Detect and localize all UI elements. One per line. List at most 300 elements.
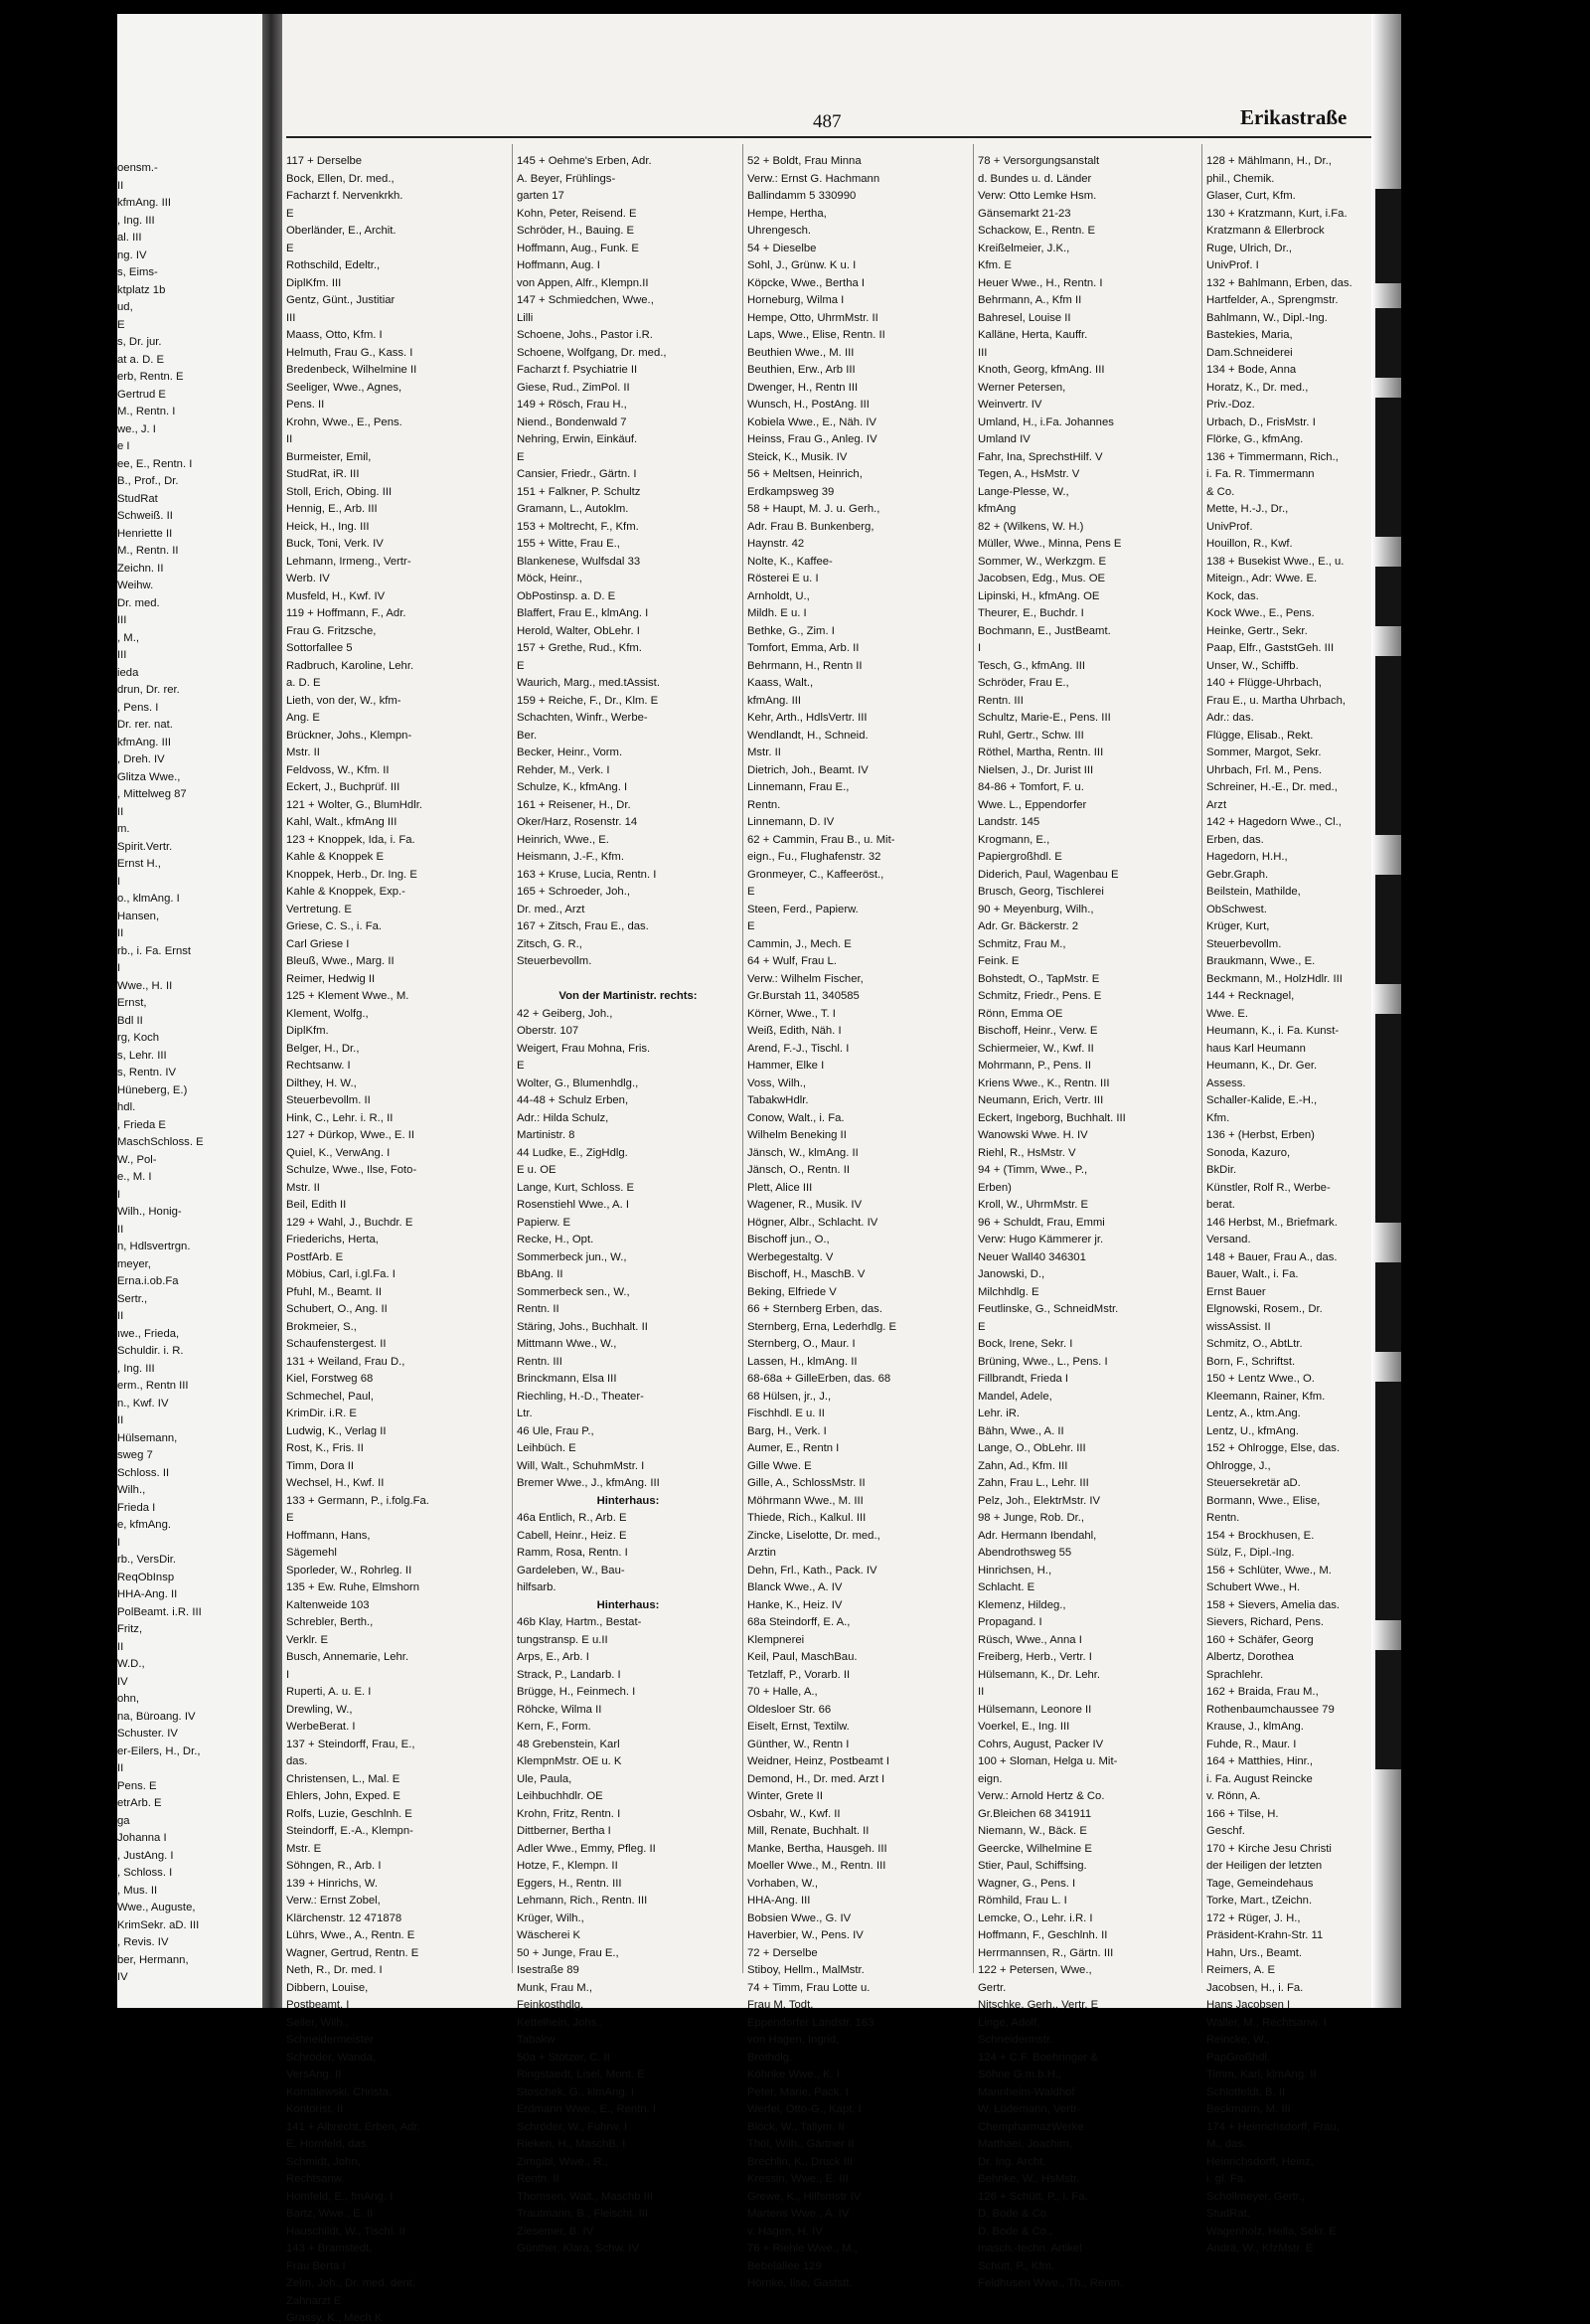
directory-entry-line: 170 + Kirche Jesu Christi [1206,1842,1332,1855]
directory-entry-line: UnivProf. I [1206,259,1259,271]
directory-entry-line: Umland IV [978,433,1031,445]
sliver-line: , JustAng. I [117,1849,174,1862]
sliver-line: , Pens. I [117,701,159,714]
directory-entry-line: I [978,642,982,654]
directory-entry-line: Behrmann, A., Kfm II [978,294,1082,306]
directory-entry-line: Flörke, G., kfmAng. [1206,433,1304,445]
directory-entry-line: Abendrothsweg 55 [978,1547,1072,1559]
directory-entry-line: Mette, H.-J., Dr., [1206,503,1289,515]
directory-entry-line: 143 + Bramstedt, [286,2242,373,2254]
sliver-line: Schuster. IV [117,1728,178,1740]
directory-entry-line: Kettelhein, Johs., [517,2016,603,2029]
directory-entry-line: Neuer Wall40 346301 [978,1250,1086,1263]
directory-entry-line: Schröder, Wanda, [286,2051,377,2064]
directory-entry-line: Albertz, Dorothea [1206,1651,1294,1663]
directory-entry-line: Dilthey, H. W., [286,1077,357,1089]
directory-entry-line: i. Fa. August Reincke [1206,1772,1313,1785]
sliver-line: m. [117,823,130,835]
directory-entry-line: Söhngen, R., Arb. I [286,1860,382,1872]
directory-entry-line: Kaass, Walt., [747,677,814,689]
directory-entry-line: Wäscherei K [517,1929,581,1941]
directory-entry-line: I [286,1668,290,1681]
directory-entry-line: Heinke, Gertr., Sekr. [1206,624,1308,637]
directory-entry-line: Hagedorn, H.H., [1206,851,1288,863]
directory-entry-line: Hahn, Urs., Beamt. [1206,1946,1303,1959]
directory-entry-line: 62 + Cammin, Frau B., u. Mit- [747,833,895,846]
directory-entry-line: Andrä, W., KfzMstr. E [1206,2242,1314,2254]
directory-entry-line: Schlotfeldt, B. II [1206,2085,1286,2098]
directory-entry-line: Munk, Frau M., [517,1981,592,1994]
directory-entry-line: Dam.Schneiderei [1206,346,1293,359]
directory-entry-line: Künstler, Rolf R., Werbe- [1206,1181,1331,1194]
sliver-line: Pens. E [117,1779,157,1792]
sliver-line: IV [117,1971,128,1983]
directory-entry-line: Lehr. iR. [978,1408,1021,1419]
directory-entry-line: Voerkel, E., Ing. III [978,1721,1070,1733]
sliver-line: ga [117,1814,130,1827]
directory-entry-line: Bobsien Wwe., G. IV [747,1911,852,1924]
directory-entry-line: Mittmann Wwe., W., [517,1338,617,1350]
directory-entry-line: E [286,207,294,220]
directory-entry-line: Stoschek, G., klmAng. I [517,2085,635,2098]
directory-entry-line: Schmechel, Paul, [286,1390,374,1403]
directory-entry-line: Kahl, Walt., kfmAng III [286,816,398,828]
directory-entry-line: Kornalewski, Christa, [286,2085,393,2098]
column-separator [1201,144,1202,1973]
sliver-line: Schuldir. i. R. [117,1345,184,1357]
sliver-line: Wwe., H. II [117,979,173,992]
directory-entry-line: Ramm, Rosa, Rentn. I [517,1547,628,1559]
directory-entry-line: 74 + Timm, Frau Lotte u. [747,1981,871,1994]
directory-entry-line: 124 + C.F. Boehringer & [978,2051,1098,2064]
directory-entry-line: Adr.: Hilda Schulz, [517,1111,609,1124]
directory-entry-line: Burmeister, Emil, [286,450,372,463]
directory-entry-line: Thiede, Rich., Kalkul. III [747,1512,867,1524]
directory-entry-line: Schröder, H., Bauing. E [517,225,635,237]
sliver-line: II [117,179,124,192]
directory-entry-line: 58 + Haupt, M. J. u. Gerh., [747,503,880,515]
directory-entry-line: Pfuhl, M., Beamt. II [286,1285,383,1298]
sliver-line: we., J. I [117,422,156,435]
directory-entry-line: Peter, Marie, Pack. I [747,2085,849,2098]
directory-entry-line: 166 + Tilse, H. [1206,1807,1279,1820]
directory-entry-line: VersAng. II [286,2069,342,2080]
directory-entry-line: Sprachlehr. [1206,1668,1264,1681]
directory-entry-line: Bischoff, Heinr., Verw. E [978,1025,1098,1037]
directory-entry-line: Wechsel, H., Kwf. II [286,1477,385,1489]
directory-entry-line: Schackow, E., Rentn. E [978,225,1096,237]
directory-entry-line: 46a Entlich, R., Arb. E [517,1512,627,1524]
directory-entry-line: Linge, Adolf, [978,2016,1040,2029]
directory-entry-line: Steick, K., Musik. IV [747,450,848,463]
directory-entry-line: 72 + Derselbe [747,1946,818,1959]
directory-entry-line: Mandel, Adele, [978,1390,1052,1403]
directory-entry-line: Verklr. E [286,1633,329,1646]
directory-entry-line: Kleemann, Rainer, Kfm. [1206,1390,1326,1403]
directory-entry-line: Hanke, K., Heiz. IV [747,1598,843,1611]
directory-entry-line: Gr.Burstah 11, 340585 [747,990,860,1002]
directory-entry-line: v. Rönn, A. [1206,1790,1261,1802]
directory-entry-line: Röthel, Martha, Rentn. III [978,747,1104,758]
directory-entry-line: Bock, Irene, Sekr. I [978,1338,1073,1350]
sliver-line: s, Rentn. IV [117,1067,177,1079]
sliver-line: II [117,927,124,939]
street-header: Erikastraße [1240,105,1348,129]
directory-entry-line: Milchhdlg. E [978,1285,1039,1298]
directory-entry-line: Seeliger, Wwe., Agnes, [286,381,402,394]
directory-entry-line: 117 + Derselbe [286,155,363,167]
directory-entry-line: Unser, W., Schiffb. [1206,659,1299,672]
directory-entry-line: Born, F., Schriftst. [1206,1355,1296,1368]
directory-entry-line: Paap, Elfr., GaststGeh. III [1206,642,1335,654]
directory-entry-line: Gertr. [978,1981,1007,1994]
directory-entry-line: Krüger, Wilh., [517,1911,584,1924]
directory-entry-line: Bastekies, Maria, [1206,329,1293,341]
directory-entry-line: Torke, Mart., tZeichn. [1206,1895,1313,1907]
directory-entry-line: 82 + (Wilkens, W. H.) [978,520,1084,533]
directory-entry-line: Klement, Wolfg., [286,1007,369,1020]
directory-entry-line: Köhnke Wwe., K. I [747,2069,840,2080]
directory-entry-line: Bartz, Wwe., E. II [286,2208,374,2220]
directory-entry-line: Wagenholz, Hella, Sekr. E [1206,2225,1337,2238]
directory-entry-line: Günther, W., Rentn I [747,1738,850,1750]
sliver-line: Weihw. [117,580,154,591]
directory-entry-line: Stier, Paul, Schiffsing. [978,1860,1087,1872]
directory-entry-line: Urbach, D., FrisMstr. I [1206,415,1316,428]
sliver-line: Johanna I [117,1832,167,1844]
directory-entry-line: Wwe. L., Eppendorfer [978,798,1087,811]
directory-entry-line: Schoene, Johs., Pastor i.R. [517,329,653,341]
directory-entry-line: Dr. Ing. Archt. [978,2155,1046,2168]
directory-entry-line: D. Bode & Co. [978,2208,1050,2220]
directory-entry-line: Söhne G.m.b.H., [978,2069,1062,2080]
directory-entry-line: Steuerbevollm. [1206,937,1282,950]
directory-entry-line: Miteign., Adr: Wwe. E. [1206,573,1318,584]
directory-entry-line: Ruperti, A. u. E. I [286,1686,372,1698]
directory-entry-line: E [747,920,755,932]
directory-entry-line: Mstr. II [286,747,320,758]
directory-entry-line: Rothenbaumchaussee 79 [1206,1703,1335,1716]
directory-entry-line: Rentn. II [517,1303,559,1315]
directory-entry-line: Braukmann, Wwe., E. [1206,955,1316,967]
directory-entry-line: 132 + Bahlmann, Erben, das. [1206,276,1352,289]
directory-entry-line: Rentn. III [978,694,1024,707]
directory-entry-line: Hempe, Otto, UhrmMstr. II [747,311,878,324]
directory-entry-line: Beilstein, Mathilde, [1206,886,1301,898]
directory-entry-line: Belger, H., Dr., [286,1042,360,1055]
directory-entry-line: Winter, Grete II [747,1790,823,1802]
directory-entry-line: StudRat. [1206,2208,1250,2220]
directory-entry-line: Gr.Bleichen 68 341911 [978,1807,1092,1820]
directory-entry-line: Zelm, Joh., Dr. med. dent. [286,2277,415,2289]
directory-entry-line: Frau E., u. Martha Uhrbach, [1206,694,1347,707]
directory-entry-line: Schulze, K., kfmAng. I [517,781,628,793]
sliver-line: Fritz, [117,1623,143,1635]
directory-entry-line: Schollmeyer, Gertr., [1206,2190,1306,2203]
directory-entry-line: Schaufenstergest. II [286,1338,387,1350]
directory-entry-line: Gardeleben, W., Bau- [517,1564,625,1577]
directory-entry-line: Grewe, K., Hilfsmstr IV [747,2190,862,2203]
directory-entry-line: Dwenger, H., Rentn III [747,381,859,394]
sliver-line: Wilh., [117,1484,146,1496]
directory-entry-line: Lilli [517,311,534,324]
directory-entry-line: Waller, M., Rechtsanw. I [1206,2016,1327,2029]
directory-entry-line: phil., Chemik. [1206,172,1275,185]
directory-entry-line: Wwe. E. [1206,1007,1249,1020]
column-1 [286,144,509,2324]
sliver-line: II [117,1640,124,1653]
directory-entry-line: E. Homfeld, das. [286,2138,370,2150]
directory-entry-line: Dehn, Frl., Kath., Pack. IV [747,1564,877,1577]
sliver-line: Gertrud E [117,388,166,401]
sliver-line: II [117,1762,124,1774]
directory-entry-line: von Appen, Alfr., Klempn.II [517,276,649,289]
directory-entry-line: Gronmeyer, C., Kaffeeröst., [747,868,884,881]
directory-entry-line: Manke, Bertha, Hausgeh. III [747,1842,887,1855]
directory-entry-line: Heinrich, Wwe., E. [517,833,609,846]
sliver-line: Ernst, [117,997,147,1009]
directory-entry-line: Sonoda, Kazuro, [1206,1146,1291,1159]
directory-entry-line: Glaser, Curt, Kfm. [1206,190,1296,202]
directory-entry-line: Werfel, Otto-G., Kapt. I [747,2103,862,2115]
directory-entry-line: Beking, Elfriede V [747,1285,837,1298]
directory-entry-line: Hartfelder, A., Sprengmstr. [1206,294,1339,306]
sliver-line: ber, Hermann, [117,1953,189,1966]
sliver-line: o., klmAng. I [117,893,180,905]
directory-entry-line: Rösterei E u. I [747,573,819,584]
directory-entry-line: Moeller Wwe., M., Rentn. III [747,1860,886,1872]
directory-entry-line: 137 + Steindorff, Frau, E., [286,1738,415,1750]
directory-entry-line: Carl Griese I [286,937,350,950]
directory-entry-line: 100 + Sloman, Helga u. Mit- [978,1755,1118,1767]
directory-entry-line: Ehlers, John, Exped. E [286,1790,400,1802]
directory-entry-line: 160 + Schäfer, Georg [1206,1633,1314,1646]
sliver-line: I [117,875,121,888]
directory-entry-line: Schröder, W., Fuhrw. I [517,2120,628,2133]
directory-entry-line: Dibbern, Louise, [286,1981,369,1994]
directory-page [117,14,1401,2324]
sliver-line: II [117,1223,124,1236]
sliver-line: ee, E., Rentn. I [117,457,193,470]
directory-entry-line: Hinrichsen, H., [978,1564,1052,1577]
directory-entry-line: Römhild, Frau L. I [978,1895,1067,1907]
sliver-line: e I [117,440,130,452]
directory-entry-line: Weiß, Edith, Näh. I [747,1025,842,1037]
directory-entry-line: Blöck, W., Tallym. II [747,2120,845,2133]
sliver-line: W., Pol- [117,1153,157,1166]
directory-entry-line: Hinterhaus: [596,1494,660,1507]
directory-entry-line: Sommerbeck jun., W., [517,1250,627,1263]
directory-entry-line: 42 + Geiberg, Joh., [517,1007,613,1020]
directory-entry-line: Nehring, Erwin, Einkäuf. [517,433,638,445]
directory-entry-line: Flügge, Elisab., Rekt. [1206,729,1314,742]
directory-entry-line: Kahle & Knoppek, Exp.- [286,886,405,898]
sliver-line: , Mittelweg 87 [117,788,187,800]
directory-entry-line: 48 Grebenstein, Karl [517,1738,620,1750]
directory-entry-line: Hinterhaus: [596,1598,660,1611]
directory-entry-line: Seiler, Wilh., [286,2016,349,2029]
directory-entry-line: ChempharmazWerke [978,2120,1084,2133]
directory-entry-line: Zimgibl, Wwe., R., [517,2155,608,2168]
directory-entry-line: Friederichs, Herta, [286,1234,379,1245]
directory-entry-line: kfmAng. III [747,694,801,707]
directory-entry-line: 54 + Dieselbe [747,242,817,254]
sliver-line: hdl. [117,1101,136,1113]
directory-entry-line: Waurich, Marg., med.tAssist. [517,677,660,689]
directory-entry-line: Reincke, W., [1206,2034,1270,2046]
directory-entry-line: Rönn, Emma OE [978,1007,1063,1020]
directory-entry-line: Nitschke, Gerh., Vertr. E [978,1999,1099,2011]
sliver-line: M., Rentn. II [117,545,179,557]
sliver-line: III [117,649,127,661]
directory-entry-line: 154 + Brockhusen, E. [1206,1529,1315,1542]
directory-entry-line: Beckmann, M., HolzHdlr. III [1206,972,1343,985]
directory-entry-line: & Co. [1206,485,1235,498]
directory-entry-line: Tesch, G., kfmAng. III [978,659,1085,672]
directory-entry-line: Lieth, von der, W., kfm- [286,694,401,707]
directory-entry-line: Christensen, L., Mal. E [286,1772,400,1785]
directory-entry-line: Sülz, F., Dipl.-Ing. [1206,1547,1295,1559]
directory-entry-line: 126 + Schütt, P., i. Fa. [978,2190,1088,2203]
directory-entry-line: Schütt, P., Kfm. [978,2259,1055,2272]
directory-entry-line: Bahlmann, W., Dipl.-Ing. [1206,311,1328,324]
directory-entry-line: Sternberg, O., Maur. I [747,1338,856,1350]
directory-entry-line: Priv.-Doz. [1206,399,1255,411]
directory-entry-line: Kock, das. [1206,589,1259,602]
directory-entry-line: Schachten, Winfr., Werbe- [517,712,648,724]
directory-entry-line: Cabell, Heinr., Heiz. E [517,1529,627,1542]
directory-entry-line: Buck, Toni, Verk. IV [286,538,384,550]
directory-entry-line: Lange, O., ObLehr. III [978,1442,1086,1454]
sliver-line: I [117,962,121,974]
sliver-line: at a. D. E [117,353,165,366]
sliver-line: , Ing. III [117,214,155,227]
directory-entry-line: Rost, K., Fris. II [286,1442,364,1454]
sliver-line: Hülsemann, [117,1431,178,1444]
directory-entry-line: Zahn, Ad., Kfm. III [978,1459,1068,1472]
directory-entry-line: Gille, A., SchlossMstr. II [747,1477,866,1489]
sliver-line: rb., i. Fa. Ernst [117,944,192,957]
directory-entry-line: Postbeamt. I [286,1999,350,2011]
directory-entry-line: 125 + Klement Wwe., M. [286,990,409,1002]
sliver-line: Sertr., [117,1292,148,1305]
directory-entry-line: ObSchwest. [1206,903,1267,915]
directory-entry-line: Pens. II [286,399,325,411]
directory-entry-line: StudRat, iR. III [286,468,360,480]
directory-entry-line: 164 + Matthies, Hinr., [1206,1755,1314,1767]
sliver-line: II [117,1414,124,1426]
directory-entry-line: Schultz, Marie-E., Pens. III [978,712,1111,724]
sliver-line: , Frieda E [117,1118,166,1131]
sliver-line: Schweiß. II [117,510,173,522]
directory-entry-line: Freiberg, Herb., Vertr. I [978,1651,1092,1663]
directory-entry-line: HHA-Ang. III [747,1895,811,1907]
directory-entry-line: i. Fa. R. Timmermann [1206,468,1315,480]
directory-entry-line: E [286,242,294,254]
directory-entry-line: Nielsen, J., Dr. Jurist III [978,763,1094,776]
directory-entry-line: Propagand. I [978,1616,1042,1628]
directory-entry-line: Präsident-Krahn-Str. 11 [1206,1929,1324,1941]
previous-page-sliver [117,14,268,2008]
directory-entry-line: Wolter, G., Blumenhdlg., [517,1077,639,1089]
directory-entry-line: PapGroßhdl. [1206,2051,1271,2064]
directory-entry-line: Behrmann, H., Rentn II [747,659,863,672]
directory-entry-line: Niemann, W., Bäck. E [978,1825,1087,1837]
sliver-line: Henriette II [117,527,173,540]
directory-entry-line: 146 Herbst, M., Briefmark. [1206,1216,1338,1229]
directory-entry-line: Steen, Ferd., Papierw. [747,903,859,915]
directory-entry-line: D. Bode & Co., [978,2225,1053,2238]
directory-entry-line: Neth, R., Dr. med. I [286,1964,383,1976]
directory-entry-line: Gentz, Günt., Justitiar [286,294,396,306]
directory-entry-line: Kratzmann & Ellerbrock [1206,225,1325,237]
directory-entry-line: Erdkampsweg 39 [747,485,835,498]
directory-entry-line: 158 + Sievers, Amelia das. [1206,1598,1341,1611]
directory-entry-line: Janowski, D., [978,1268,1045,1280]
directory-entry-line: Thöl, Wilh., Gärtner II [747,2138,855,2150]
directory-entry-line: Bochmann, E., JustBeamt. [978,624,1111,637]
directory-entry-line: 50 + Junge, Frau E., [517,1946,619,1959]
sliver-line: W.D., [117,1658,145,1670]
directory-entry-line: III [286,311,296,324]
directory-entry-line: Erben, das. [1206,833,1264,846]
directory-entry-line: Linnemann, Frau E., [747,781,850,793]
directory-entry-line: II [286,433,293,445]
directory-entry-line: Dittberner, Bertha I [517,1825,611,1837]
directory-entry-line: Hoffmann, Aug. I [517,259,600,271]
folded-map-edge [1375,189,1401,1829]
directory-entry-line: Günther, Klara, Schw. IV [517,2242,640,2254]
directory-entry-line: Sommer, Margot, Sekr. [1206,747,1322,758]
directory-entry-line: 149 + Rösch, Frau H., [517,399,627,411]
directory-entry-line: Landstr. 145 [978,816,1040,828]
sliver-line: IV [117,1675,128,1688]
directory-entry-line: Wunsch, H., PostAng. III [747,399,870,411]
directory-entry-line: Feldhusen Wwe., Th., Rentn. [978,2277,1124,2289]
directory-entry-line: Dr. med., Arzt [517,903,585,915]
directory-entry-line: Verw.: Ernst Zobel, [286,1895,381,1907]
directory-entry-line: Steuerbevollm. II [286,1094,371,1106]
directory-entry-line: E [517,659,525,672]
directory-entry-line: Kahle & Knoppek E [286,851,384,863]
sliver-line: Frieda I [117,1501,156,1514]
directory-entry-line: Elgnowski, Rosem., Dr. [1206,1303,1323,1315]
directory-entry-line: Knoth, Georg, kfmAng. III [978,364,1105,376]
directory-entry-line: berat. [1206,1199,1235,1211]
directory-entry-line: Wendlandt, H., Schneid. [747,729,869,742]
sliver-line: ohn, [117,1693,139,1705]
sliver-line: Spirit.Vertr. [117,840,173,853]
directory-entry-line: Kaltenweide 103 [286,1598,370,1611]
directory-entry-line: Rentn. [1206,1512,1240,1524]
directory-entry-line: tungstransp. E u.II [517,1633,608,1646]
sliver-line: ng. IV [117,249,147,261]
directory-entry-line: Möhrmann Wwe., M. III [747,1494,864,1507]
directory-entry-line: Arzt [1206,798,1227,811]
directory-entry-line: Brügge, H., Feinmech. I [517,1686,636,1698]
directory-entry-line: Schneidermstr. [978,2034,1053,2046]
directory-entry-line: Heinrichsdorff, Heinz, [1206,2155,1314,2168]
directory-entry-line: Krohn, Fritz, Rentn. I [517,1807,621,1820]
directory-entry-line: 134 + Bode, Anna [1206,364,1297,376]
directory-entry-line: Zitsch, G. R., [517,937,582,950]
directory-entry-line: Bormann, Wwe., Elise, [1206,1494,1321,1507]
directory-entry-line: Leihbüch. E [517,1442,576,1454]
directory-entry-line: Feinkosthdlg. [517,1999,584,2011]
directory-entry-line: Schubert Wwe., H. [1206,1581,1301,1593]
directory-entry-line: Schröder, Frau E., [978,677,1069,689]
directory-entry-line: Klempnerei [747,1633,805,1646]
